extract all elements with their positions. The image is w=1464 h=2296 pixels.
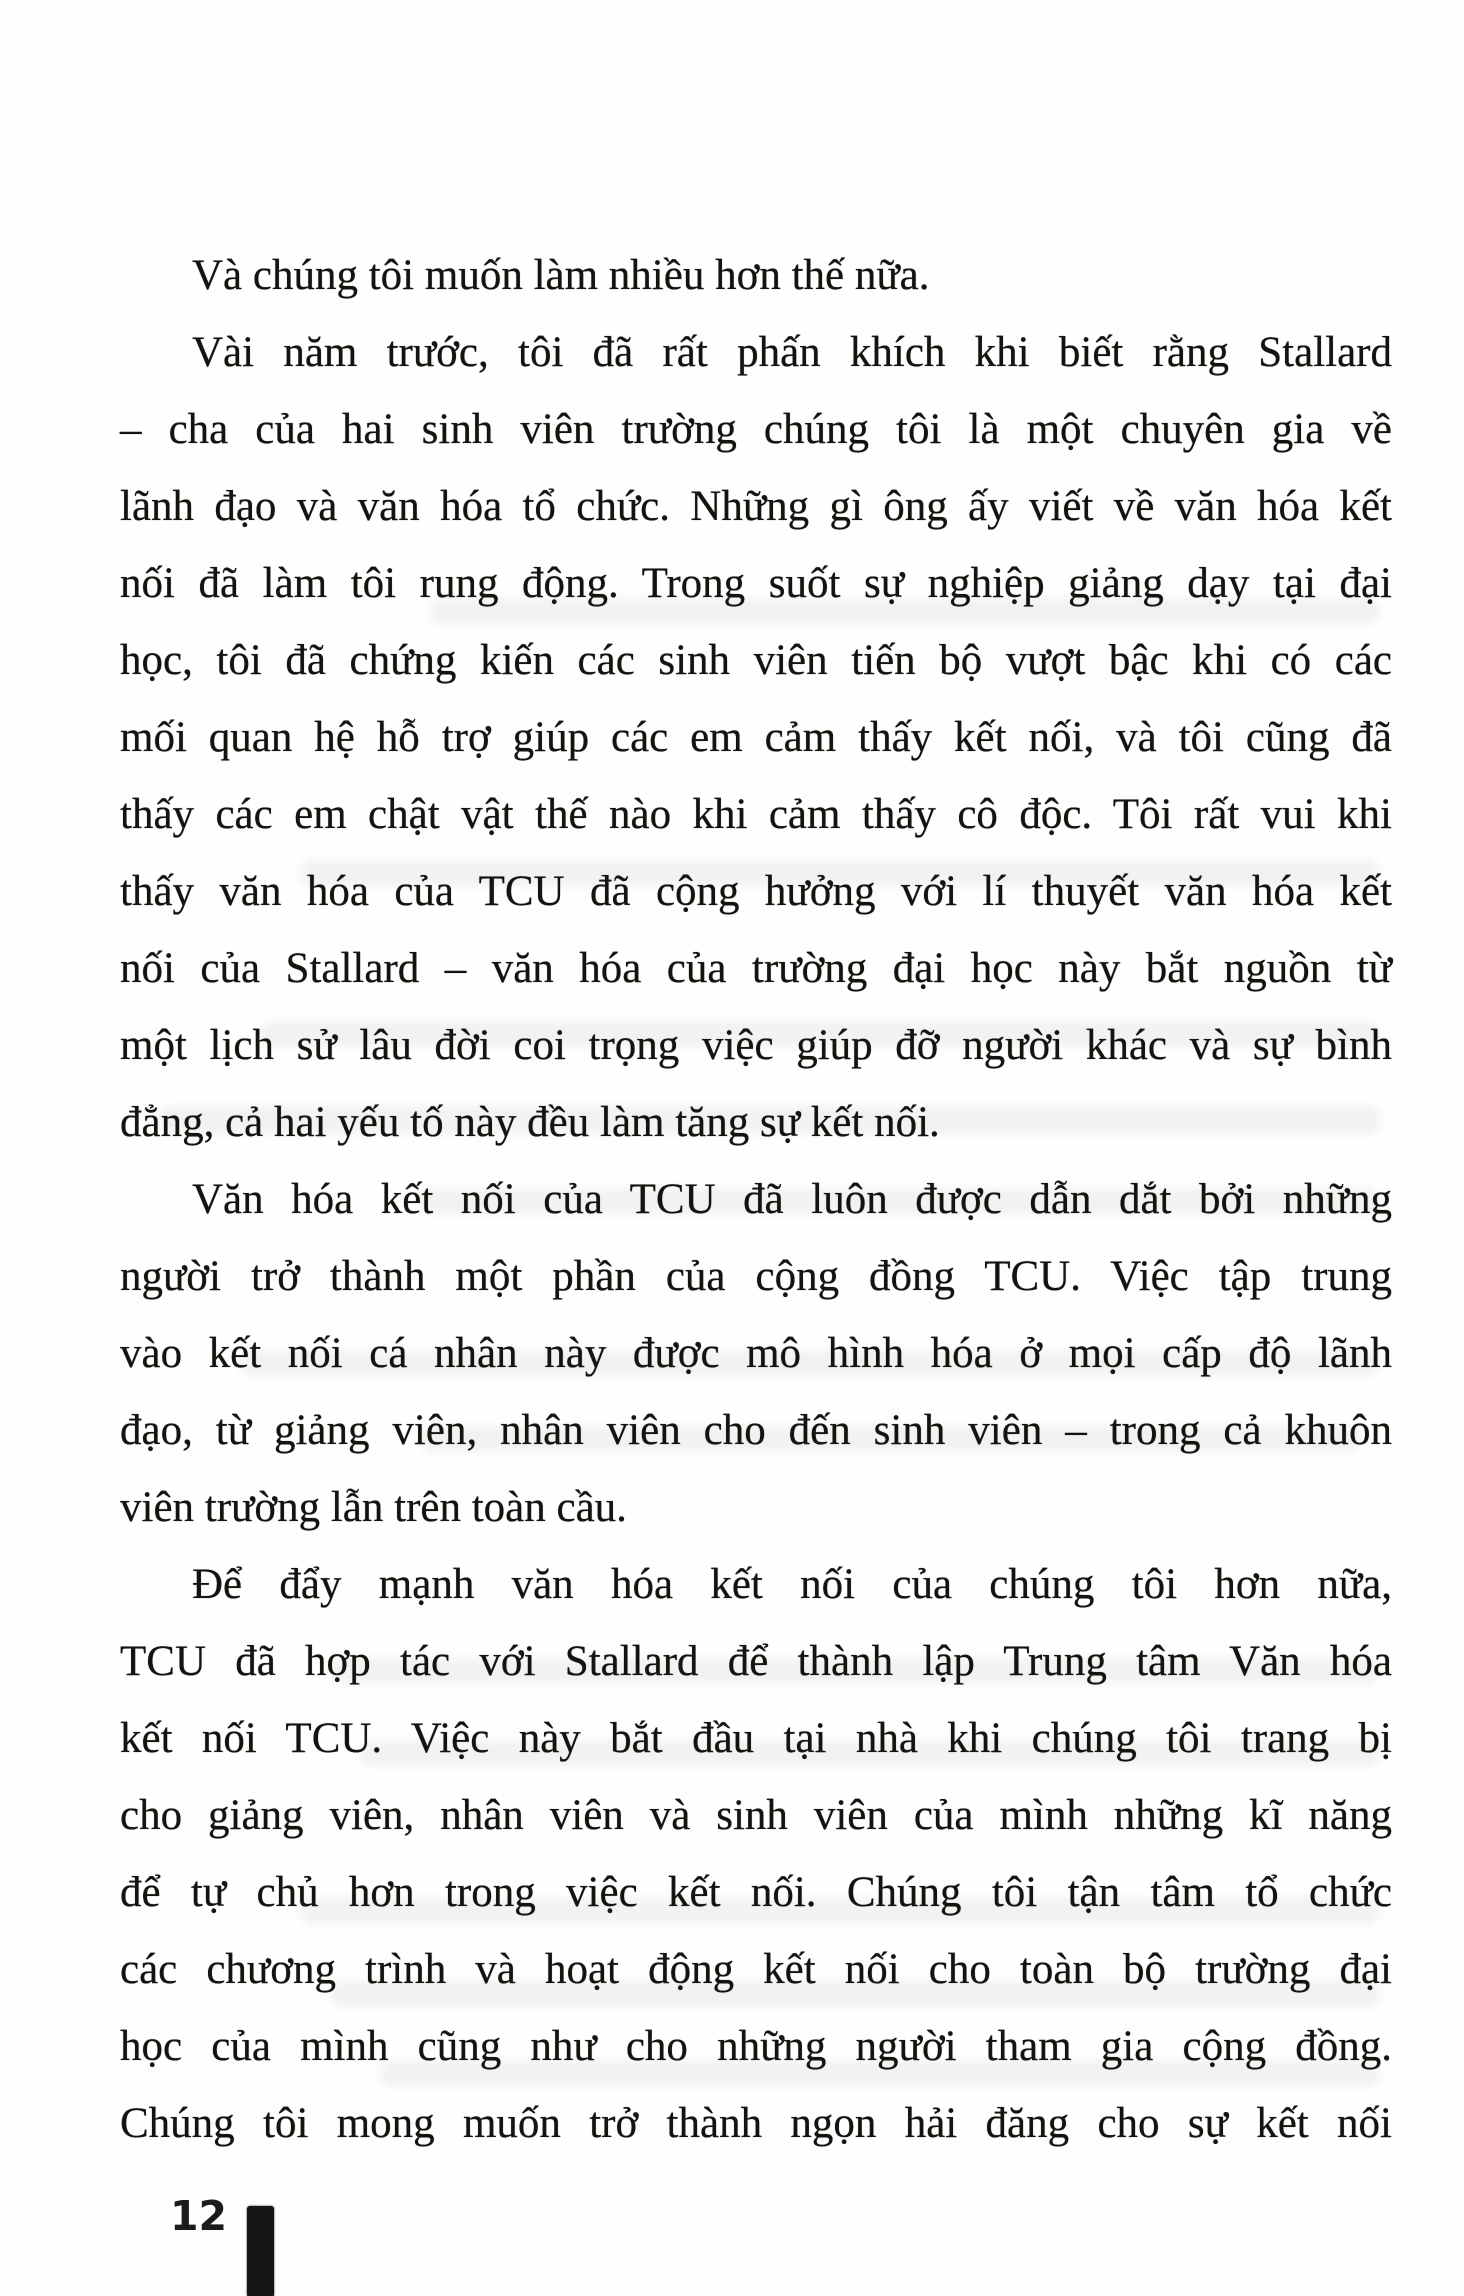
text-line: TCU đã hợp tác với Stallard để thành lập Trung tâm Văn hóa <box>120 1638 1392 1685</box>
text-line: học của mình cũng như cho những người tham gia cộng đồng. <box>120 2023 1392 2070</box>
text-line: Văn hóa kết nối của TCU đã luôn được dẫn dắt bởi những <box>192 1176 1392 1223</box>
text-line: – cha của hai sinh viên trường chúng tôi là một chuyên gia về <box>120 406 1392 453</box>
text-line: học, tôi đã chứng kiến các sinh viên tiến bộ vượt bậc khi có các <box>120 637 1392 684</box>
text-line: đẳng, cả hai yếu tố này đều làm tăng sự kết nối. <box>120 1099 940 1146</box>
text-line: kết nối TCU. Việc này bắt đầu tại nhà khi chúng tôi trang bị <box>120 1715 1392 1762</box>
text-line: vào kết nối cá nhân này được mô hình hóa ở mọi cấp độ lãnh <box>120 1330 1392 1377</box>
text-line: nối đã làm tôi rung động. Trong suốt sự nghiệp giảng dạy tại đại <box>120 560 1392 607</box>
text-block <box>120 237 1392 2162</box>
text-line: viên trường lẫn trên toàn cầu. <box>120 1484 627 1531</box>
text-line: một lịch sử lâu đời coi trọng việc giúp đỡ người khác và sự bình <box>120 1022 1392 1069</box>
text-line: mối quan hệ hỗ trợ giúp các em cảm thấy kết nối, và tôi cũng đã <box>120 714 1392 761</box>
text-line: thấy văn hóa của TCU đã cộng hưởng với lí thuyết văn hóa kết <box>120 868 1392 915</box>
text-line: để tự chủ hơn trong việc kết nối. Chúng tôi tận tâm tổ chức <box>120 1869 1392 1916</box>
text-line: Vài năm trước, tôi đã rất phấn khích khi biết rằng Stallard <box>192 329 1392 376</box>
text-line: nối của Stallard – văn hóa của trường đại học này bắt nguồn từ <box>120 945 1392 992</box>
text-line: người trở thành một phần của cộng đồng TCU. Việc tập trung <box>120 1253 1392 1300</box>
text-line: lãnh đạo và văn hóa tổ chức. Những gì ông ấy viết về văn hóa kết <box>120 483 1392 530</box>
ink-mark <box>247 2206 274 2296</box>
text-line: đạo, từ giảng viên, nhân viên cho đến sinh viên – trong cả khuôn <box>120 1407 1392 1454</box>
text-line: cho giảng viên, nhân viên và sinh viên của mình những kĩ năng <box>120 1792 1392 1839</box>
text-line: Và chúng tôi muốn làm nhiều hơn thế nữa. <box>192 252 930 299</box>
text-line: các chương trình và hoạt động kết nối cho toàn bộ trường đại <box>120 1946 1392 1993</box>
text-line: Để đẩy mạnh văn hóa kết nối của chúng tôi hơn nữa, <box>192 1561 1392 1608</box>
page-number: 12 <box>170 2192 228 2240</box>
text-line: Chúng tôi mong muốn trở thành ngọn hải đăng cho sự kết nối <box>120 2100 1392 2147</box>
text-line: thấy các em chật vật thế nào khi cảm thấy cô độc. Tôi rất vui khi <box>120 791 1392 838</box>
